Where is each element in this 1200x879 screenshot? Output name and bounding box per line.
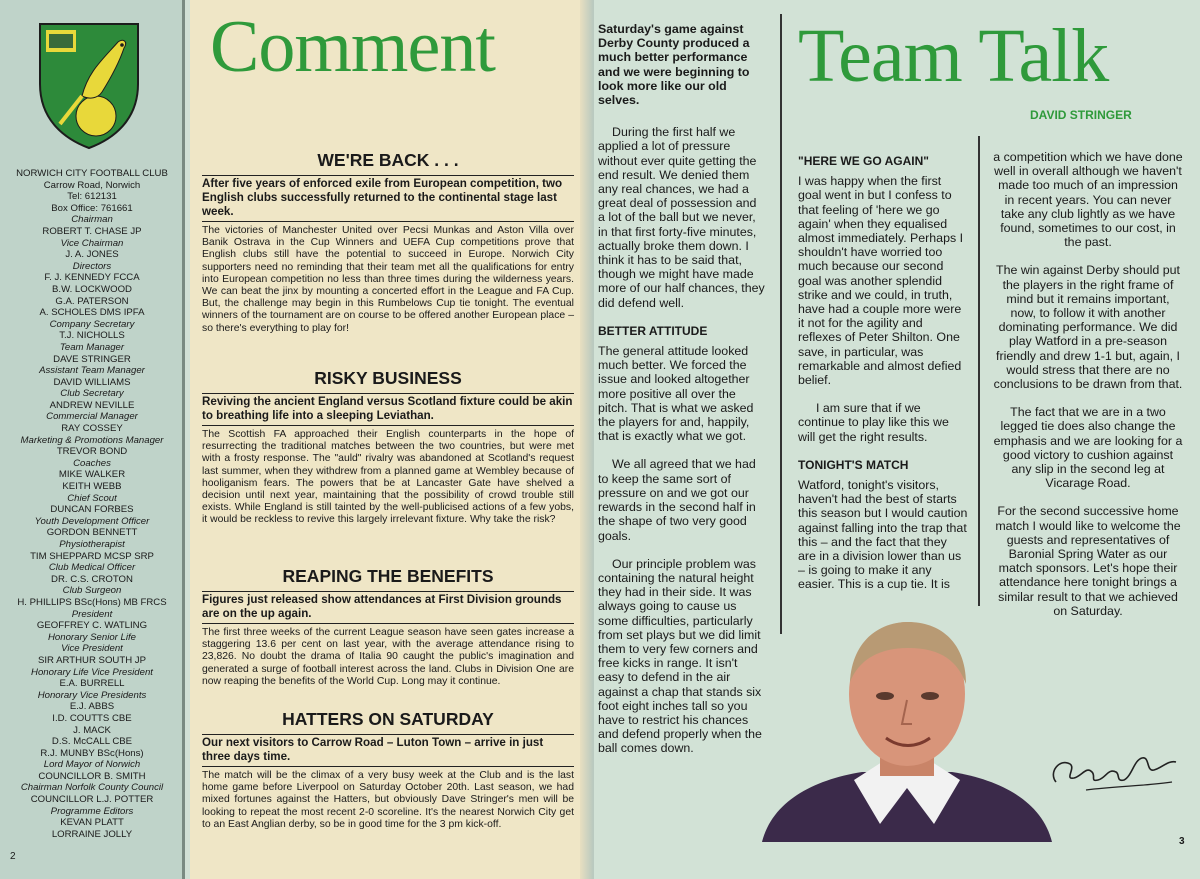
article-body: The match will be the climax of a very busy week at the Club and is the last home game before Liverpool on Saturday October 20th. Last season, we had mixed fortunes against the Hatters, but obviously Dave Stringer's men will be looking to repeat the most recent 2-0 scoreline. It's the nearest Norwich City get to an East Anglian derby, so be in good time for the 3 pm kick-off.: [202, 770, 574, 830]
article-intro: Our next visitors to Carrow Road – Luton Town – arrive in just three days time.: [202, 734, 574, 767]
comment-column: [190, 0, 585, 879]
article-body: The Scottish FA approached their English counterparts in the hope of resurrecting the traditional matches between the two countries, but were met with a frosty response. The "auld" rivalry was abandoned at Scotland's request last summer, when they withdrew from a planned game at Wembley because of hooliganism fears. The powers that be at Lancaster Gate have shelved a decision until next year, maintaining that the possibility of crowd trouble still exists. While England is still tainted by the well-publicised actions of a few yobs, it would be reckless to revive this largely irrelevant fixture. Why take the risk?: [202, 429, 574, 526]
paragraph: The general attitude looked much better. We forced the issue and looked altogether more positive all over the pitch. That is what we asked the players for and, happily, that is exactly what we got.: [598, 344, 754, 444]
official-name: Tel: 612131: [67, 191, 117, 203]
official-name: R.J. MUNBY BSc(Hons): [40, 747, 144, 759]
official-name: RAY COSSEY: [61, 423, 123, 435]
official-role: Chairman: [71, 214, 113, 226]
article-were-back: [202, 150, 574, 335]
article-risky-business: [202, 368, 574, 527]
official-role: Chief Scout: [67, 492, 117, 504]
article-body: The first three weeks of the current League season have seen gates increase a staggering 13.6 per cent on last year, with the average attendance rising to 23,826. No doubt the drama of Italia 90 caught the public's imagination and generated a surge of football interest across the land. Clubs in Division One are now reaping the benefits of the World Cup. Long may it continue.: [202, 627, 574, 687]
column-divider: [182, 0, 185, 879]
paragraph: The fact that we are in a two legged tie does also change the emphasis and we are looking for a good victory to cushion against any slip in the second leg at Vicarage Road.: [993, 405, 1183, 491]
comment-title: Comment: [210, 6, 495, 88]
official-role: Chairman Norfolk County Council: [20, 782, 164, 794]
official-name: LORRAINE JOLLY: [51, 828, 133, 840]
official-role: Club Secretary: [60, 388, 124, 400]
official-name: SIR ARTHUR SOUTH JP: [37, 654, 147, 666]
paragraph: Watford, tonight's visitors, haven't had the best of starts this season but I would caution against falling into the trap that this – and the fact that they are in a division lower than us – is going to make it any easier. This is a cup tie. It is: [798, 478, 968, 592]
official-name: DUNCAN FORBES: [50, 504, 134, 516]
official-role: Physiotherapist: [59, 539, 125, 550]
official-role: Honorary Senior Life: [48, 631, 136, 643]
official-role: Company Secretary: [49, 318, 135, 330]
paragraph: Our principle problem was containing the natural height they had in their side. It was always going to cause us some difficulties, particularly from set plays but we did limit them to very few corners and free kicks in range. It isn't easy to defend in the air against a chap that stands six foot eight inches tall so you have to restrict his chances and defend properly when the ball comes down.: [598, 556, 762, 756]
official-name: GORDON BENNETT: [46, 527, 138, 539]
official-name: COUNCILLOR L.J. POTTER: [30, 794, 154, 806]
official-role: President: [71, 608, 113, 620]
article-reaping-benefits: [202, 566, 574, 688]
official-name: D.S. McCALL CBE: [51, 736, 133, 748]
official-name: Carrow Road, Norwich: [43, 179, 141, 191]
team-talk-column-3: [992, 150, 1184, 632]
official-role: Directors: [72, 260, 112, 272]
official-name: ANDREW NEVILLE: [49, 399, 135, 411]
official-name: COUNCILLOR B. SMITH: [38, 770, 146, 782]
official-name: DAVID WILLIAMS: [53, 376, 131, 388]
paragraph: The win against Derby should put the players in the right frame of mind but it remains important, now, to follow it with another dominating performance. We did play Watford in a pre-season friendly and drew 1-1 but, again, I would stress that there are no conclusions to be drawn from that.: [993, 263, 1183, 392]
official-name: TIM SHEPPARD MCSP SRP: [30, 550, 154, 562]
official-role: Honorary Vice Presidents: [37, 689, 147, 701]
column-rule: [780, 14, 782, 634]
official-name: DAVE STRINGER: [53, 353, 131, 365]
official-name: B.W. LOCKWOOD: [52, 283, 132, 295]
official-role: Marketing & Promotions Manager: [20, 434, 164, 446]
manager-photo: [762, 612, 1052, 842]
official-name: KEITH WEBB: [62, 481, 122, 493]
article-body: The victories of Manchester United over Pecsi Munkas and Aston Villa over Banik Ostrava in the Cup Winners and UEFA Cup competitions prove that English clubs still have the potential to succeed in Europe. Norwich City supporters need no reminding that their team met all the qualifications for entry into European competition no less than three times during the wilderness years. We can beat the jinx by mounting a concerted effort in the League and FA Cup. But, the challenge may begin in this Rumbelows Cup tie tonight. The eventual winners of the tournament are on course to be offered another European place – so there's everything to play for!: [202, 225, 574, 334]
team-talk-column-2: [798, 150, 968, 606]
official-role: Coaches: [73, 457, 111, 469]
official-name: G.A. PATERSON: [55, 295, 129, 307]
official-role: Youth Development Officer: [34, 515, 150, 527]
club-officials-list: [4, 168, 180, 840]
team-talk-title: Team Talk: [798, 14, 1109, 98]
official-role: Club Medical Officer: [48, 562, 136, 574]
subheading: TONIGHT'S MATCH: [798, 457, 909, 472]
article-heading: RISKY BUSINESS: [314, 368, 462, 388]
subheading: "HERE WE GO AGAIN": [798, 154, 929, 168]
page-number-right: 3: [1179, 836, 1185, 847]
paragraph: a competition which we have done well in overall although we haven't made too much of an impression in recent years. You can never take any club lightly as we have found, sometimes to our cost, in the past.: [993, 150, 1183, 250]
paragraph: We all agreed that we had to keep the same sort of pressure on and we got our rewards in the second half in the shape of two very good goals.: [598, 457, 756, 543]
article-heading: REAPING THE BENEFITS: [282, 566, 494, 586]
article-intro: Figures just released show attendances at First Division grounds are on the up again.: [202, 591, 574, 624]
official-name: GEOFFREY C. WATLING: [36, 620, 148, 632]
officials-column: [0, 0, 182, 879]
official-role: Vice Chairman: [60, 237, 124, 249]
official-name: H. PHILLIPS BSc(Hons) MB FRCS: [17, 596, 167, 608]
official-name: TREVOR BOND: [56, 446, 128, 458]
club-crest-icon: [36, 20, 142, 150]
official-name: KEVAN PLATT: [60, 817, 124, 829]
official-role: Club Surgeon: [62, 585, 122, 597]
official-role: Programme Editors: [50, 805, 134, 817]
official-role: Honorary Life Vice President: [31, 666, 153, 678]
official-name: J. MACK: [73, 724, 111, 736]
official-name: NORWICH CITY FOOTBALL CLUB: [16, 168, 168, 179]
author-name: DAVID STRINGER: [1030, 108, 1132, 122]
official-name: A. SCHOLES DMS IPFA: [39, 307, 145, 319]
official-role: Vice President: [61, 643, 123, 655]
article-intro: Reviving the ancient England versus Scotland fixture could be akin to breathing life into a sleeping Leviathan.: [202, 393, 574, 426]
right-page: [594, 0, 1200, 879]
article-heading: HATTERS ON SATURDAY: [282, 709, 494, 729]
signature-image: [1046, 742, 1180, 798]
official-name: E.A. BURRELL: [59, 678, 125, 690]
team-talk-column-1: [598, 22, 766, 770]
article-heading: WE'RE BACK . . .: [317, 150, 459, 170]
official-role: Assistant Team Manager: [39, 365, 145, 377]
subheading: BETTER ATTITUDE: [598, 323, 708, 338]
page-number-left: 2: [10, 851, 16, 862]
paragraph: During the first half we applied a lot of pressure without ever quite getting the end result. We denied them any real chances, we had a great deal of possession and a lot of the ball but we never, in that first forty-five minutes, actually broke them down. I think it has to be said that, though we might have made more of our half chances, they did defend well.: [598, 125, 765, 310]
official-name: ROBERT T. CHASE JP: [42, 225, 142, 237]
article-hatters-saturday: [202, 709, 574, 831]
official-name: DR. C.S. CROTON: [51, 573, 133, 585]
column-rule: [978, 136, 980, 606]
paragraph: I was happy when the first goal went in but I confess to that feeling of 'here we go again' when they equalised almost immediately. Perhaps I shouldn't have worried too much because our second goal was another splendid strike and we could, in truth, have had a couple more were it not for the agility and reflexes of Peter Shilton. One save, in particular, was remarkable and almost defied belief.: [798, 174, 964, 388]
lead-paragraph: Saturday's game against Derby County produced a much better performance and we were beginning to look more like our old selves.: [598, 22, 750, 108]
official-name: Box Office: 761661: [51, 202, 133, 214]
official-name: I.D. COUTTS CBE: [52, 712, 132, 724]
official-name: E.J. ABBS: [69, 701, 115, 713]
official-role: Commercial Manager: [46, 411, 138, 423]
official-name: MIKE WALKER: [58, 469, 126, 481]
paragraph: I am sure that if we continue to play like this we will get the right results.: [798, 401, 949, 444]
article-intro: After five years of enforced exile from European competition, two English clubs successfully returned to the continental stage last week.: [202, 175, 574, 222]
official-name: T.J. NICHOLLS: [59, 330, 125, 342]
left-page: [0, 0, 590, 879]
official-name: F. J. KENNEDY FCCA: [44, 272, 140, 284]
official-role: Lord Mayor of Norwich: [43, 759, 141, 771]
official-role: Team Manager: [59, 341, 125, 353]
official-name: J. A. JONES: [65, 249, 119, 261]
paragraph: For the second successive home match I would like to welcome the guests and representatives of Baronial Spring Water as our match sponsors. Let's hope their attendance here tonight brings a similar result to that we achieved on Saturday.: [995, 504, 1181, 618]
